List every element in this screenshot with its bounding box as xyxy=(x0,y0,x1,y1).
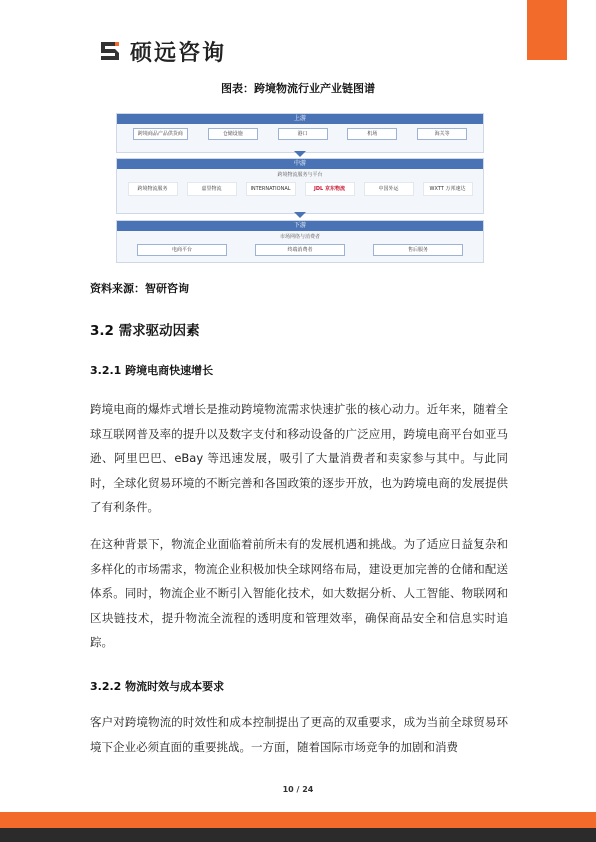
footer-dark-bar xyxy=(0,828,596,842)
page-number: 10 / 24 xyxy=(282,785,314,794)
industry-chain-diagram xyxy=(116,113,482,261)
downstream-label: 下游 xyxy=(117,221,483,231)
downstream-sub: 市场网络与消费者 xyxy=(279,234,320,240)
down-arrow-icon xyxy=(294,151,306,157)
upstream-label: 上游 xyxy=(117,114,483,124)
company-logo: 中国外运 xyxy=(364,182,414,196)
brand-mark-icon xyxy=(98,39,122,63)
upstream-item: 跨境商品产品供货商 xyxy=(133,128,188,140)
upstream-item: 海关等 xyxy=(417,128,467,140)
subsection-heading: 3.2.2 物流时效与成本要求 xyxy=(90,680,225,693)
midstream-label: 中游 xyxy=(117,159,483,169)
company-logo: INTERNATIONAL xyxy=(246,182,296,196)
company-logo: 嘉里物流 xyxy=(187,182,237,196)
midstream-stage xyxy=(116,158,484,214)
company-logo: WXTT 万邦速达 xyxy=(423,182,473,196)
company-logo: JDL 京东物流 xyxy=(305,182,355,196)
header-accent-tab xyxy=(527,0,567,60)
downstream-stage xyxy=(116,220,484,263)
down-arrow-icon xyxy=(294,212,306,218)
downstream-item: 售后服务 xyxy=(373,244,463,256)
footer-accent-bar xyxy=(0,812,596,828)
downstream-item: 电商平台 xyxy=(137,244,227,256)
figure-title: 图表：跨境物流行业产业链图谱 xyxy=(221,82,375,95)
downstream-item: 终端消费者 xyxy=(255,244,345,256)
brand-logo xyxy=(98,36,226,66)
brand-name: 硕远咨询 xyxy=(130,40,227,66)
body-paragraph: 客户对跨境物流的时效性和成本控制提出了更高的双重要求，成为当前全球贸易环境下企业必须直面的重要挑战。一方面，随着国际市场竞争的加剧和消费 xyxy=(90,715,508,754)
body-paragraph: 跨境电商的爆炸式增长是推动跨境物流需求快速扩张的核心动力。近年来，随着全球互联网普及率的提升以及数字支付和移动设备的广泛应用，跨境电商平台如亚马逊、阿里巴巴、eBay 等迅速发展，吸引了大量消费者和卖家参与其中。与此同时，全球化贸易环境的不断完善和各国政策的逐步开放，也为跨境电商的发展提供了有利条件。 xyxy=(90,402,508,514)
subsection-heading: 3.2.1 跨境电商快速增长 xyxy=(90,364,214,377)
upstream-item: 机场 xyxy=(347,128,397,140)
body-paragraph: 在这种背景下，物流企业面临着前所未有的发展机遇和挑战。为了适应日益复杂和多样化的市场需求，物流企业积极加快全球网络布局，建设更加完善的仓储和配送体系。同时，物流企业不断引入智能化技术，如大数据分析、人工智能、物联网和区块链技术，提升物流全流程的透明度和管理效率，确保商品安全和信息实时追踪。 xyxy=(90,537,508,649)
upstream-item: 港口 xyxy=(278,128,328,140)
section-heading: 3.2 需求驱动因素 xyxy=(90,323,200,339)
company-logo: 跨境物流服务 xyxy=(128,182,178,196)
upstream-stage xyxy=(116,113,484,153)
upstream-item: 仓储设施 xyxy=(208,128,258,140)
midstream-sub: 跨境物流服务与平台 xyxy=(277,172,323,178)
figure-source: 资料来源：智研咨询 xyxy=(90,282,189,295)
